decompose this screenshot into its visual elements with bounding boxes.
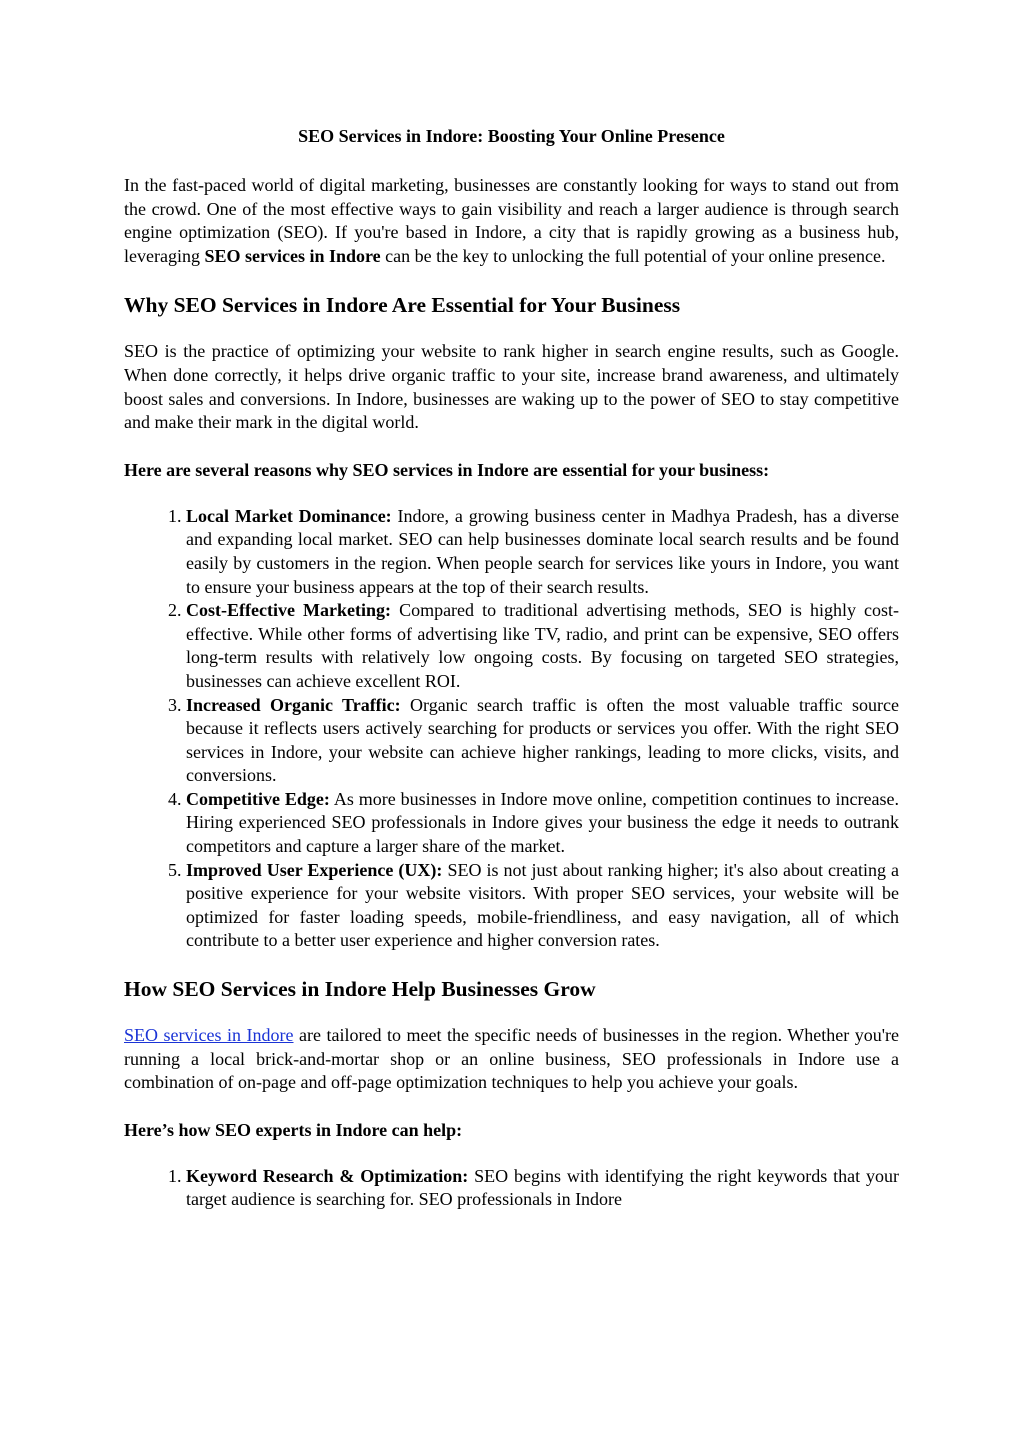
list-item-text: SEO is not just about ranking higher; it's also about creating a positive experience for your website visitors. With proper SEO services, your website will be optimized for faster loading speeds, mobile-friendliness, and easy navigation, all of which contribute to a better user experience and higher conversion rates. bbox=[186, 859, 899, 951]
list-item-term: Cost-Effective Marketing: bbox=[186, 600, 391, 621]
list-item-term: Local Market Dominance: bbox=[186, 505, 392, 526]
list-item bbox=[186, 1165, 899, 1212]
section-heading-why: Why SEO Services in Indore Are Essential for Your Business bbox=[124, 293, 681, 318]
intro-paragraph bbox=[124, 174, 899, 268]
list-item-text: As more businesses in Indore move online, competition continues to increase. Hiring experienced SEO professionals in Indore gives your business the edge it needs to outrank competitors and capture a larger share of the market. bbox=[186, 788, 899, 857]
list-item-term: Competitive Edge: bbox=[186, 788, 330, 809]
seo-services-link[interactable]: SEO services in Indore bbox=[124, 1025, 294, 1046]
list-item-term: Improved User Experience (UX): bbox=[186, 859, 443, 880]
list-item bbox=[186, 788, 899, 859]
document-title: SEO Services in Indore: Boosting Your Online Presence bbox=[298, 126, 725, 146]
section-how-paragraph bbox=[124, 1024, 899, 1095]
list-item-text: Compared to traditional advertising methods, SEO is highly cost-effective. While other forms of advertising like TV, radio, and print can be expensive, SEO offers long-term results with relatively low ongoing costs. By focusing on targeted SEO strategies, businesses can achieve excellent ROI. bbox=[186, 600, 899, 691]
list-item bbox=[186, 859, 899, 953]
list-item-term: Keyword Research & Optimization: bbox=[186, 1165, 469, 1186]
list-item bbox=[186, 505, 899, 599]
section-why-paragraph: SEO is the practice of optimizing your website to rank higher in search engine results, such as Google. When done correctly, it helps drive organic traffic to your site, increase brand awareness, and ultimately boost sales and conversions. In Indore, businesses are waking up to the power of SEO to stay competitive and make their mark in the digital world. bbox=[124, 341, 899, 433]
section-how-text: are tailored to meet the specific needs of businesses in the region. Whether you're running a local brick-and-mortar shop or an online business, SEO professionals in Indore use a combination of on-page and off-page optimization techniques to help you achieve your goals. bbox=[124, 1025, 899, 1093]
experts-lead: Here’s how SEO experts in Indore can help: bbox=[124, 1119, 463, 1140]
intro-text-after: can be the key to unlocking the full potential of your online presence. bbox=[380, 245, 886, 266]
reasons-list bbox=[124, 505, 899, 953]
list-item-term: Increased Organic Traffic: bbox=[186, 694, 401, 715]
list-item-text: Indore, a growing business center in Madhya Pradesh, has a diverse and expanding local market. SEO can help businesses dominate local search results and be found easily by customers in the region. When people search for services like yours in Indore, you want to ensure your business appears at the top of their search results. bbox=[186, 505, 899, 597]
intro-text-before: In the fast-paced world of digital marketing, businesses are constantly looking for ways to stand out from the crowd. One of the most effective ways to gain visibility and reach a larger audience is through search engine optimization (SEO). If you're based in Indore, a city that is rapidly growing as a business hub, leveraging bbox=[124, 175, 899, 266]
section-heading-how: How SEO Services in Indore Help Businesses Grow bbox=[124, 977, 596, 1002]
list-item bbox=[186, 599, 899, 693]
list-item bbox=[186, 694, 899, 788]
intro-bold-keyword: SEO services in Indore bbox=[204, 245, 381, 266]
list-item-text: Organic search traffic is often the most valuable traffic source because it reflects users actively searching for products or services you offer. With the right SEO services in Indore, your website can achieve higher rankings, leading to more clicks, visits, and conversions. bbox=[186, 694, 899, 786]
list-item-text: SEO begins with identifying the right keywords that your target audience is searching for. SEO professionals in Indore bbox=[186, 1165, 899, 1210]
experts-list bbox=[124, 1165, 899, 1212]
reasons-lead: Here are several reasons why SEO services in Indore are essential for your business: bbox=[124, 459, 770, 480]
document-page bbox=[124, 124, 899, 1234]
